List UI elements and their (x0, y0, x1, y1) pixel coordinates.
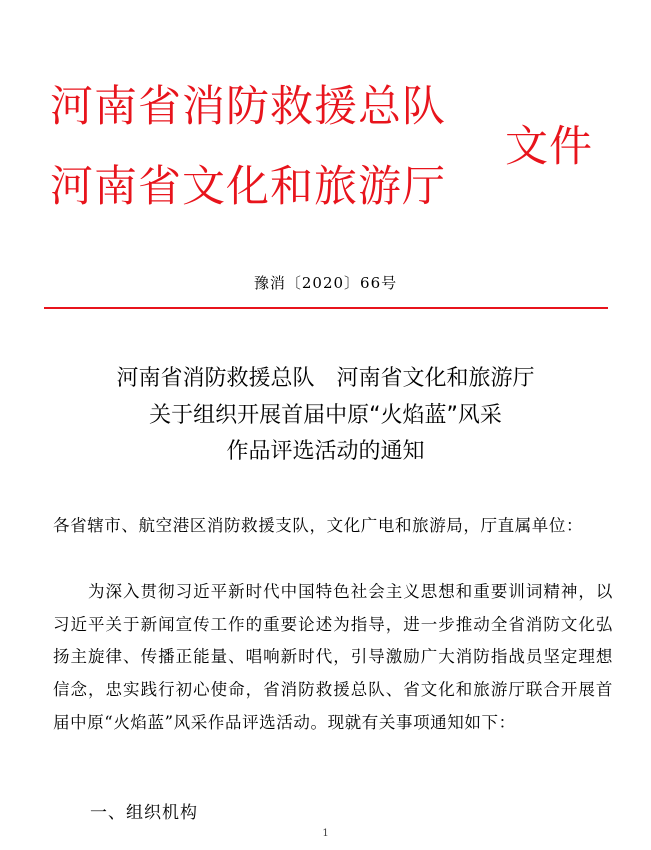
salutation: 各省辖市、航空港区消防救援支队，文化广电和旅游局，厅直属单位： (53, 516, 584, 535)
red-divider-line (44, 307, 608, 309)
issuer-name-1: 河南省消防救援总队 (50, 82, 446, 132)
document-number: 豫消〔2020〕66号 (253, 274, 398, 292)
issuer-name-2: 河南省文化和旅游厅 (50, 162, 446, 212)
notice-title-line-2: 关于组织开展首届中原“火焰蓝”风采 (149, 403, 502, 428)
section-heading-1: 一、组织机构 (90, 803, 198, 823)
document-type-label: 文件 (505, 122, 593, 172)
notice-title-line-1: 河南省消防救援总队 河南省文化和旅游厅 (116, 366, 535, 391)
body-paragraph-1: 为深入贯彻习近平新时代中国特色社会主义思想和重要训词精神，以习近平关于新闻宣传工作的重要论述为指导，进一步推动全省消防文化弘扬主旋律、传播正能量、唱响新时代，引导激励广大消防指战员坚定理想信念，忠实践行初心使命，省消防救援总队、省文化和旅游厅联合开展首届中原“火焰蓝”风采作品评选活动。现就有关事项通知如下： (53, 582, 613, 732)
notice-title-line-3: 作品评选活动的通知 (226, 439, 425, 464)
page-number: 1 (322, 828, 329, 839)
